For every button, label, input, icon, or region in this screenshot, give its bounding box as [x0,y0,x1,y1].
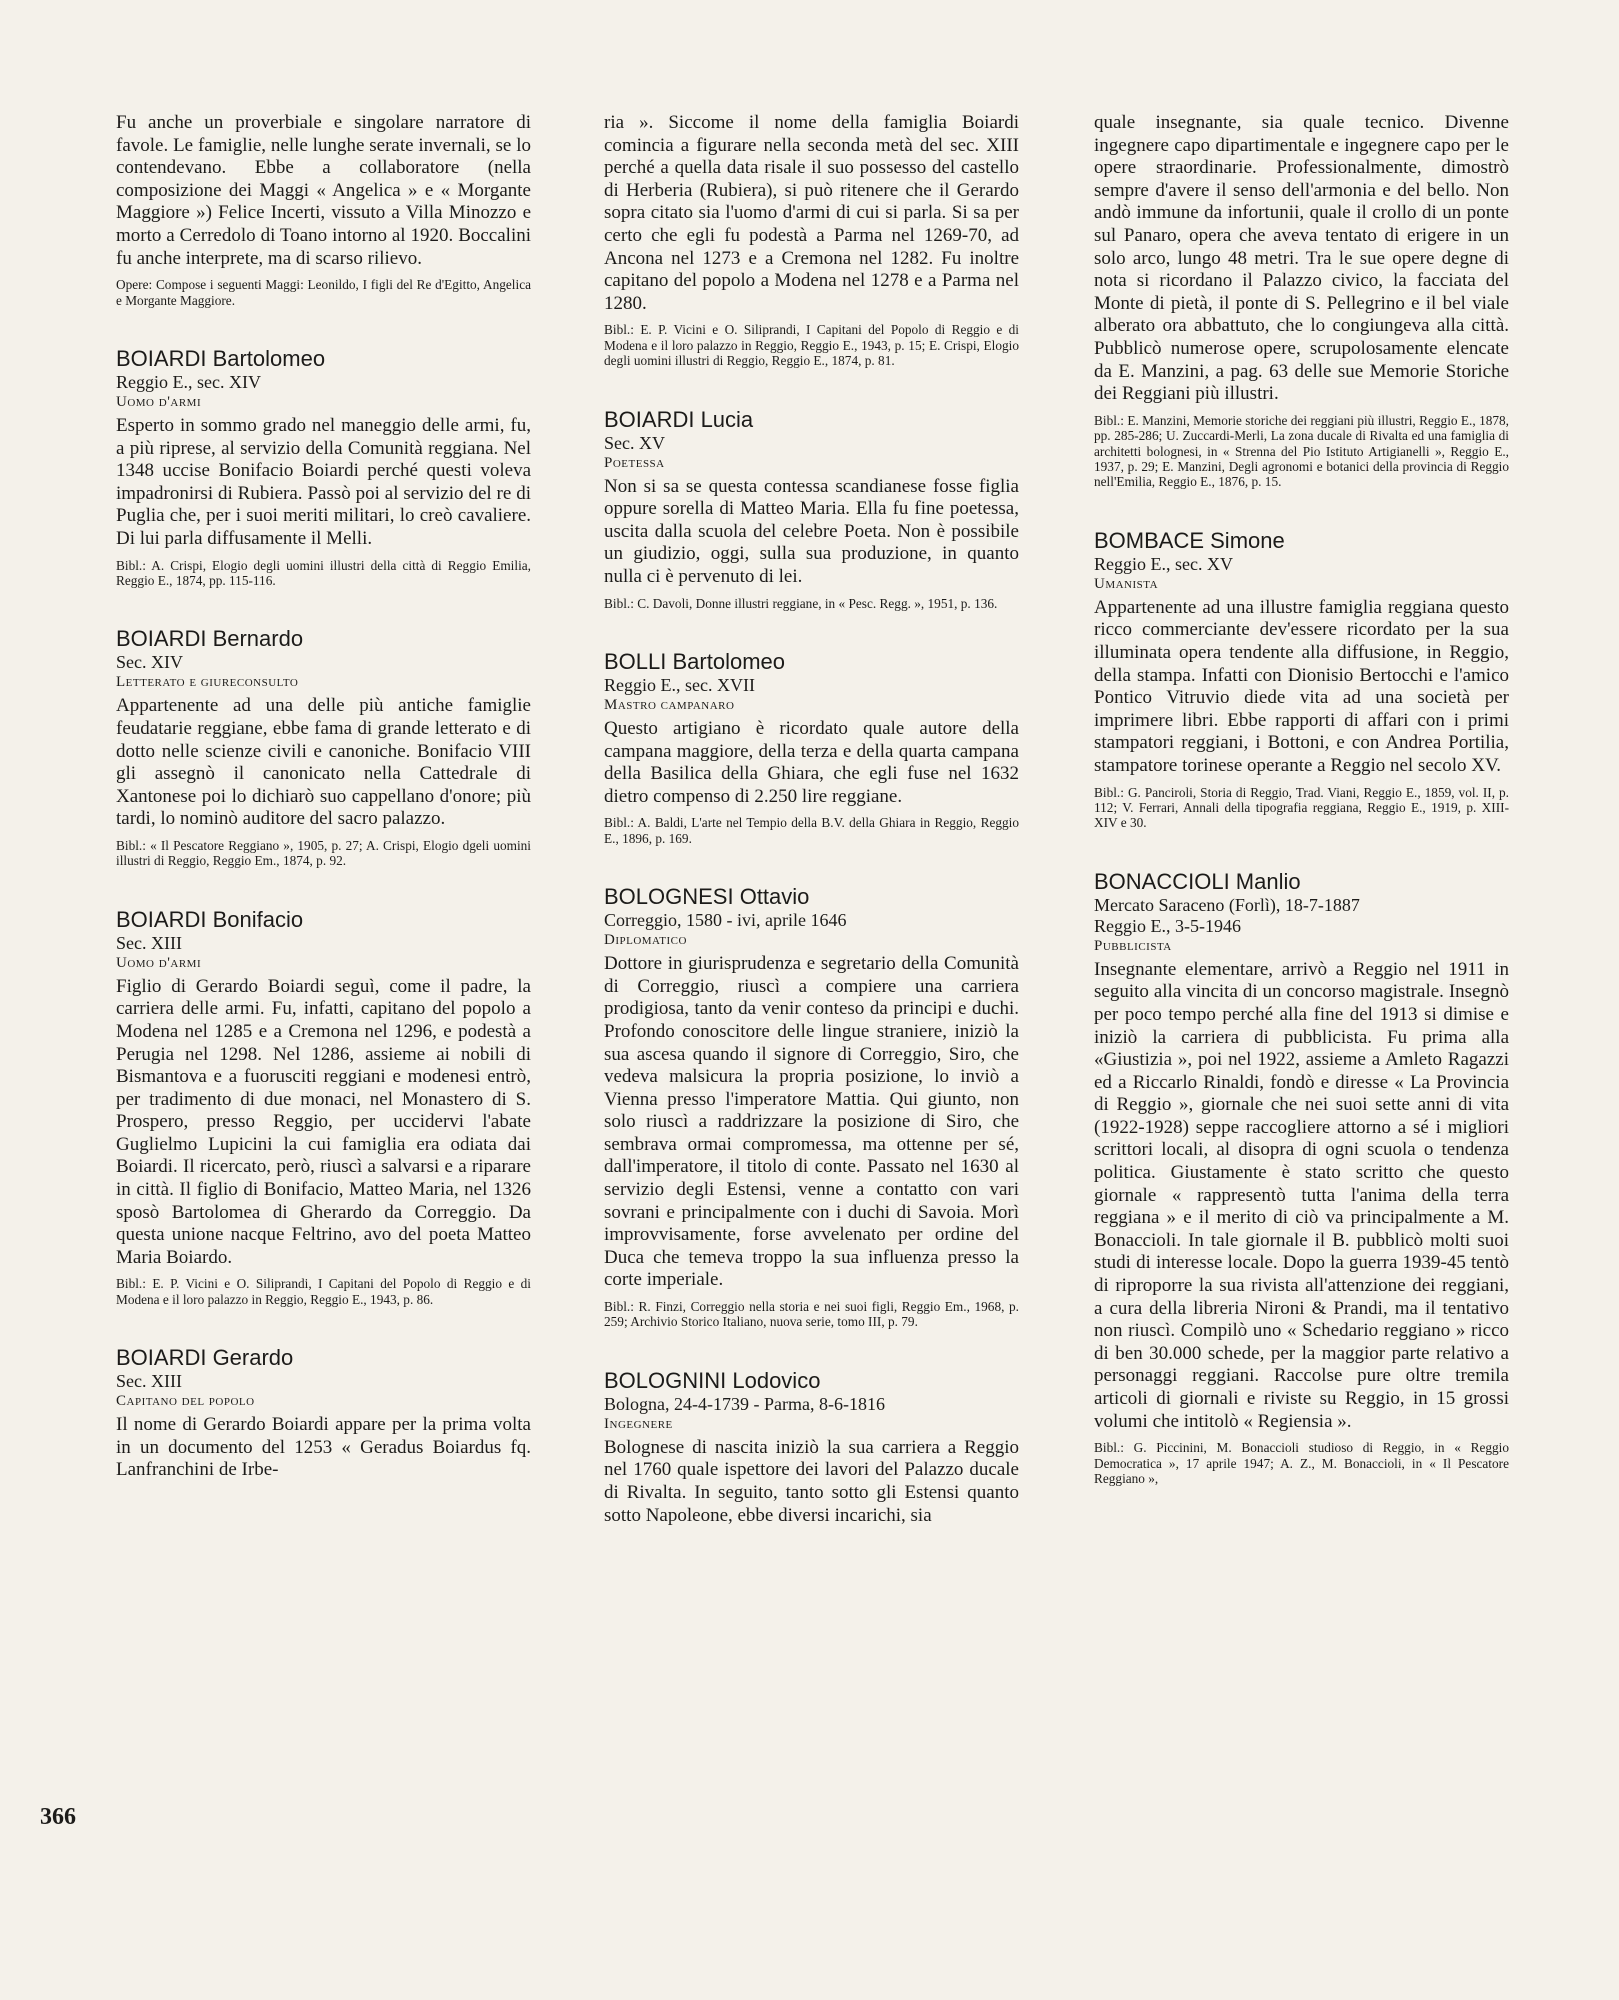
entry-profession: Ingegnere [604,1415,673,1432]
entry-text: Insegnante elementare, arrivò a Reggio nel 1911 in seguito alla vincita di un concorso magistrale. Insegnò per poco tempo perché alla fine del 1913 si dimise e iniziò la carriera di pubblicista. Fu prima alla «Giustizia », poi nel 1922, assieme a Amleto Ragazzi ed a Riccarlo Rinaldi, fondò e diresse « La Provincia di Reggio », giornale che nei suoi sette anni di vita (1922-1928) seppe raccogliere attorno a sé i migliori scrittori locali, al disopra di ogni scuola o tendenza politica. Giustamente è stato scritto che questo giornale « rappresentò tutta l'anima della terra reggiana » e il merito di ciò va principalmente a M. Bonaccioli. In tale giornale il B. pubblicò molti suoi studi di interesse locale. Dopo la guerra 1939-45 tentò di riproporre la sua rivista all'attenzione dei reggiani, a cura della libreria Nironi & Prandi, ma il tentativo non riuscì. Compilò uno « Schedario reggiano » ricco di ben 30.000 schede, per la maggior parte relativo a personaggi reggiani. Raccolse pure oltre tremila articoli di giornali e riviste su Reggio, in 15 grossi volumi che intitolò « Regiensia ». [1094,958,1509,1432]
bibliography-label: Bibl.: [604,815,634,831]
dictionary-entry [116,112,531,308]
bibliography-text: A. Baldi, L'arte nel Tempio della B.V. della Ghiara in Reggio, Reggio E., 1896, p. 169. [604,815,1019,846]
bibliography-label: Bibl.: [604,1299,634,1315]
entry-dates: Reggio E., sec. XVII [604,674,755,695]
bibliography-label: Bibl.: [1094,784,1124,800]
entry-profession: Uomo d'armi [116,954,202,971]
entry-dates: Mercato Saraceno (Forlì), 18-7-1887 [1094,894,1360,915]
entry-dates: Correggio, 1580 - ivi, aprile 1646 [604,910,847,931]
column-3 [1094,112,1509,1486]
entry-dates: Reggio E., 3-5-1946 [1094,915,1241,936]
entry-dates: Sec. XIII [116,932,182,953]
entry-bibliography [116,838,531,869]
bibliography-text: « Il Pescatore Reggiano », 1905, p. 27; A. Crispi, Elogio dgeli uomini illustri di Reggio, Reggio Em., 1874, p. 92. [116,837,531,869]
column-2 [604,112,1019,1527]
entry-text: Appartenente ad una delle più antiche famiglie feudatarie reggiane, ebbe fama di grande letterato e di dotto nelle scienze civili e canoniche. Bonifacio VIII gli assegnò il canonicato nella Cattedrale di Xantonese poi lo dichiarò suo cappellano d'onore; più tardi, lo nominò auditore del sacro palazzo. [116,695,531,830]
column-1 [116,112,531,1482]
bibliography-text: R. Finzi, Correggio nella storia e nei suoi figli, Reggio Em., 1968, p. 259; Archivio Storico Italiano, nuova serie, tomo III, p. 79. [604,1299,1019,1330]
entry-text: Questo artigiano è ricordato quale autore della campana maggiore, della terza e della quarta campana della Basilica della Ghiara, che egli fuse nel 1632 dietro compenso di 2.250 lire reggiane. [604,717,1019,807]
entry-bibliography [604,1299,1019,1330]
entry-text: Dottore in giurisprudenza e segretario della Comunità di Correggio, riuscì a compiere una carriera prodigiosa, tanto da venir conteso da principi e duchi. Profondo conoscitore delle lingue straniere, iniziò la sua ascesa quando il signore di Correggio, Siro, che vedeva malsicura la propria posizione, lo inviò a Vienna presso l'imperatore Mattia. Qui giunto, non solo riuscì a raddrizzare la posizione di Siro, che sembrava ormai compromessa, ma ottenne per sé, dall'imperatore, il titolo di conte. Passato nel 1630 al servizio degli Estensi, venne a contatto con vari sovrani e principalmente con i duchi di Savoia. Morì improvvisamente, forse avvelenato per ordine del Duca che temeva troppo la sua influenza presso la corte imperiale. [604,953,1019,1291]
entry-text: quale insegnante, sia quale tecnico. Divenne ingegnere capo dipartimentale e ingegnere capo per le opere straordinarie. Professionalmente, dimostrò sempre d'avere il senso dell'armonia e del bello. Non andò immune da infortunii, quale il crollo di un ponte sul Panaro, opera che aveva tentato di erigere in un solo arco, lungo 48 metri. Tra le sue opere degne di nota si ricordano il Palazzo civico, la facciata del Monte di pietà, il ponte di S. Pellegrino e il bel viale alberato ora abbattuto, che lo congiungeva alla città. Pubblicò numerose opere, scrupolosamente elencate da E. Manzini, a pag. 63 delle sue Memorie Storiche dei Reggiani più illustri. [1094,112,1509,405]
entry-text: Bolognese di nascita iniziò la sua carriera a Reggio nel 1760 quale ispettore dei lavori del Palazzo ducale di Rivalta. In seguito, tanto sotto gli Estensi quanto sotto Napoleone, ebbe diversi incarichi, sia [604,1436,1019,1526]
entry-text: Esperto in sommo grado nel maneggio delle armi, fu, a più riprese, al servizio della Comunità reggiana. Nel 1348 uccise Bonifacio Boiardi perché questi voleva impadronirsi di Rubiera. Passò poi al servizio del re di Puglia che, per i suoi meriti militari, lo creò cavaliere. Di lui parla diffusamente il Melli. [116,414,531,549]
entry-title: BOLOGNINI Lodovico [604,1367,821,1393]
bibliography-label: Bibl.: [116,557,146,573]
entry-text: Non si sa se questa contessa scandianese fosse figlia oppure sorella di Matteo Maria. Ella fu fine poetessa, uscita dalla scuola del celebre Poeta. Non è possibile un giudizio, oggi, sulla sua produzione, in quanto nulla ci è pervenuto di lei. [604,475,1019,587]
entry-text: Figlio di Gerardo Boiardi seguì, come il padre, la carriera delle armi. Fu, infatti, capitano del popolo a Modena nel 1285 e a Cremona nel 1296, e podestà a Perugia nel 1298. Nel 1286, assieme ai nobili di Bismantova e a fuorusciti reggiani e modenesi entrò, per tradimento di due monaci, nel Monastero di S. Prospero, presso Reggio, per uccidervi l'abate Guglielmo Lupicini la cui famiglia era odiata dai Boiardi. Il ricercato, però, riuscì a salvarsi e a riparare in città. Il figlio di Bonifacio, Matteo Maria, nel 1326 sposò Bartolomea di Gherardo da Correggio. Da questa unione nacque Feltrino, avo del poeta Matteo Maria Boiardo. [116,975,531,1268]
bibliography-label: Opere: [116,277,153,293]
bibliography-text: G. Piccinini, M. Bonaccioli studioso di Reggio, in « Reggio Democratica », 17 aprile 1947; A. Z., M. Bonaccioli, in « Il Pescatore Reggiano », [1094,1440,1509,1486]
bibliography-text: E. P. Vicini e O. Siliprandi, I Capitani del Popolo di Reggio e di Modena e il loro palazzo in Reggio, Reggio E., 1943, p. 15; E. Crispi, Elogio degli uomini illustri di Reggio, Reggio E., 1874, p. 81. [604,322,1020,369]
entry-text: Appartenente ad una illustre famiglia reggiana questo ricco commerciante dev'essere ricordato per la sua illuminata opera tendente alla diffusione, in Reggio, della stampa. Infatti con Dionisio Bertocchi e l'amico Pontico Vitruvio diede vita ad una società per imprimere libri. Ebbe rapporti di affari con i primi stampatori reggiani, i Bottoni, e con Andrea Portilia, stampatore torinese operante a Reggio nel secolo XV. [1094,596,1509,776]
entry-title: BOIARDI Lucia [604,406,754,432]
entry-title: BOMBACE Simone [1094,527,1285,553]
entry-dates: Sec. XIV [116,652,183,673]
entry-profession: Pubblicista [1094,937,1172,954]
entry-profession: Diplomatico [604,932,687,949]
entry-title: BOIARDI Bonifacio [116,906,304,932]
bibliography-label: Bibl.: [116,837,146,853]
bibliography-text: E. P. Vicini e O. Siliprandi, I Capitani del Popolo di Reggio e di Modena e il loro palazzo in Reggio, Reggio E., 1943, p. 86. [116,1276,532,1307]
entry-profession: Capitano del popolo [116,1393,255,1410]
entry-profession: Letterato e giureconsulto [116,674,299,691]
dictionary-entry [604,1368,1019,1527]
entry-profession: Poetessa [604,454,665,471]
entry-bibliography [116,1276,531,1307]
entry-dates: Reggio E., sec. XIV [116,371,261,392]
entry-bibliography [1094,785,1509,831]
entry-title: BONACCIOLI Manlio [1094,868,1301,894]
bibliography-label: Bibl.: [116,1276,146,1292]
bibliography-text: C. Davoli, Donne illustri reggiane, in « Pesc. Regg. », 1951, p. 136. [637,595,998,611]
entry-text: Fu anche un proverbiale e singolare narratore di favole. Le famiglie, nelle lunghe serate invernali, se lo contendevano. Ebbe a collaboratore (nella composizione dei Maggi « Angelica » e « Morgante Maggiore ») Felice Incerti, vissuto a Villa Minozzo e morto a Cerredolo di Toano intorno al 1920. Boccalini fu anche interprete, ma di scarso rilievo. [116,112,531,269]
dictionary-entry [604,407,1019,611]
entry-bibliography [604,815,1019,846]
entry-bibliography [604,322,1019,368]
dictionary-entry [1094,112,1509,490]
bibliography-label: Bibl.: [1094,1440,1124,1456]
entry-dates: Reggio E., sec. XV [1094,553,1233,574]
entry-profession: Mastro campanaro [604,696,735,713]
entry-bibliography [116,277,531,308]
bibliography-text: E. Manzini, Memorie storiche dei reggiani più illustri, Reggio E., 1878, pp. 285-286; U. Zuccardi-Merli, La zona ducale di Rivalta ed una famiglia di architetti bolognesi, in « Strenna del Pio Istituto Artigianelli », Reggio E., 1937, p. 29; E. Manzini, Degli agronomi e botanici della provincia di Reggio nell'Emilia, Reggio E., 1876, p. 15. [1094,412,1510,490]
entry-text: ria ». Siccome il nome della famiglia Boiardi comincia a figurare nella seconda metà del sec. XIII perché a quella data risale il suo possesso del castello di Herberia (Rubiera), si può ritenere che il Gerardo sopra citato sia l'uomo d'armi di cui si parla. Si sa per certo che egli fu podestà a Parma nel 1269-70, ad Ancona nel 1273 e a Cremona nel 1282. Fu inoltre capitano del popolo a Modena nel 1278 e a Parma nel 1280. [604,112,1019,314]
bibliography-label: Bibl.: [604,595,634,611]
page-number: 366 [40,1804,76,1830]
entry-bibliography [1094,1440,1509,1486]
entry-title: BOLOGNESI Ottavio [604,884,810,910]
entry-bibliography [604,596,1019,611]
entry-profession: Umanista [1094,575,1159,592]
dictionary-entry [1094,528,1509,831]
entry-title: BOIARDI Bernardo [116,626,304,652]
bibliography-text: A. Crispi, Elogio degli uomini illustri della città di Reggio Emilia, Reggio E., 1874, pp. 115-116. [116,557,531,588]
entry-profession: Uomo d'armi [116,393,202,410]
dictionary-entry [604,884,1019,1330]
entry-dates: Bologna, 24-4-1739 - Parma, 8-6-1816 [604,1393,885,1414]
entry-dates: Sec. XV [604,432,665,453]
entry-title: BOLLI Bartolomeo [604,648,785,674]
dictionary-entry [116,346,531,588]
entry-text: Il nome di Gerardo Boiardi appare per la prima volta in un documento del 1253 « Geradus Boiardus fq. Lanfranchini de Irbe- [116,1414,531,1481]
entry-title: BOIARDI Gerardo [116,1345,294,1371]
bibliography-text: G. Panciroli, Storia di Reggio, Trad. Viani, Reggio E., 1859, vol. II, p. 112; V. Ferrari, Annali della tipografia reggiana, Reggio E., 1919, p. XIII-XIV e 30. [1094,784,1509,831]
entry-title: BOIARDI Bartolomeo [116,345,326,371]
entry-bibliography [116,558,531,589]
dictionary-entry [116,907,531,1308]
bibliography-label: Bibl.: [1094,412,1124,428]
bibliography-label: Bibl.: [604,322,634,338]
entry-bibliography [1094,413,1509,490]
entry-dates: Sec. XIII [116,1371,182,1392]
bibliography-text: Compose i seguenti Maggi: Leonildo, I figli del Re d'Egitto, Angelica e Morgante Maggiore. [116,277,531,308]
dictionary-entry [604,649,1019,846]
dictionary-entry [604,112,1019,369]
dictionary-entry [116,626,531,868]
dictionary-entry [116,1345,531,1482]
dictionary-entry [1094,869,1509,1487]
